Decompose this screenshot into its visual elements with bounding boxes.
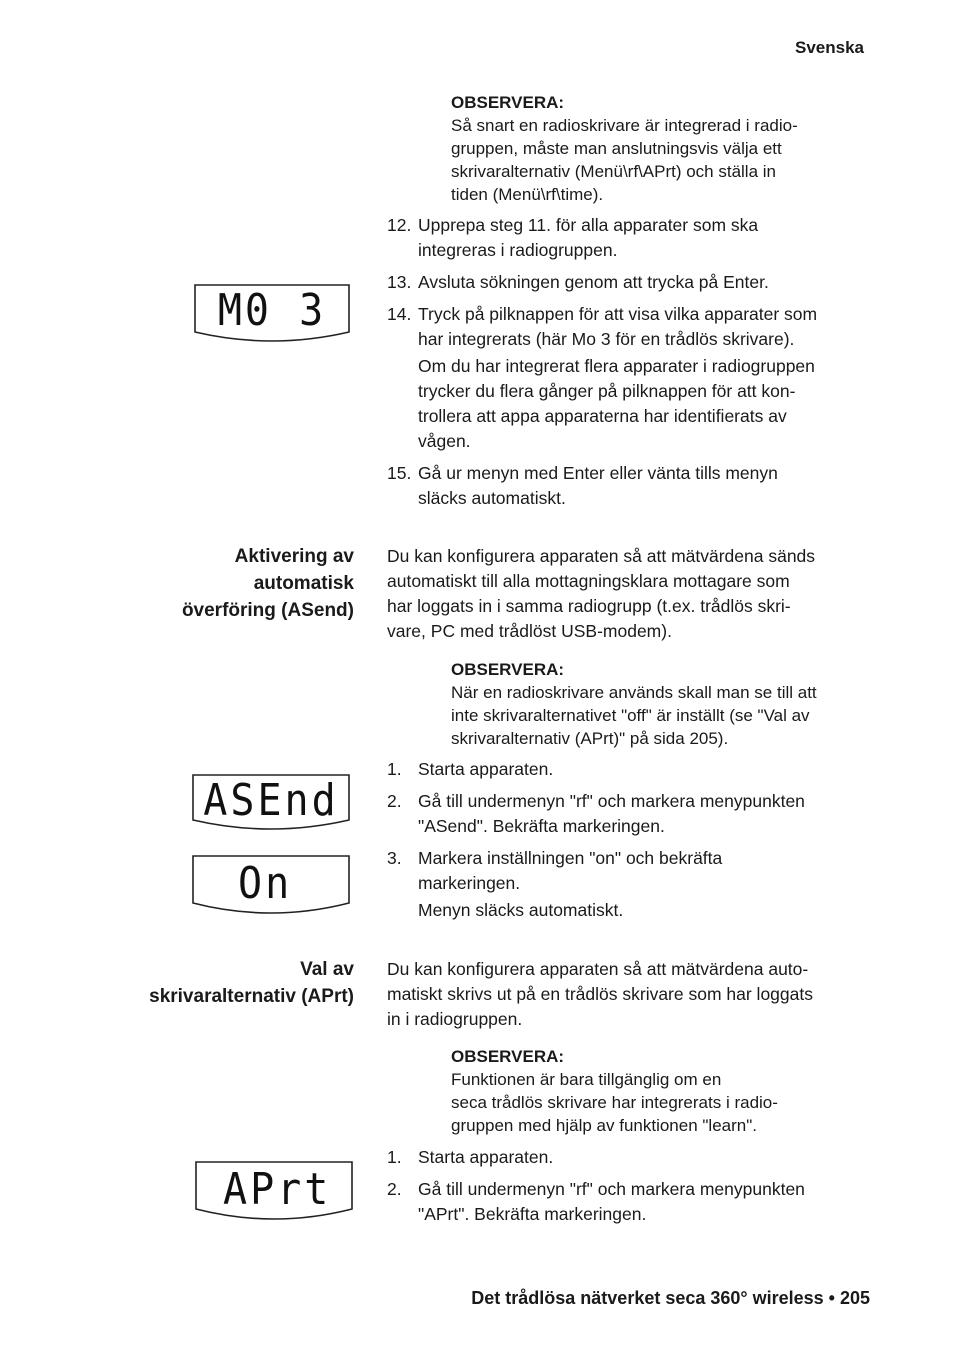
page-footer: Det trådlösa nätverket seca 360° wireless • 205 (471, 1288, 870, 1308)
note-line: Funktionen är bara tillgänglig om en (451, 1070, 722, 1089)
note-box (451, 91, 871, 206)
heading-line: skrivaralternativ (APrt) (149, 986, 354, 1007)
lcd-display-mo3 (192, 282, 352, 346)
step-subtext: trollera att appa apparaterna har identifierats av (418, 406, 787, 426)
heading-line: överföring (ASend) (181, 600, 354, 621)
step-subtext: trycker du flera gånger på pilknappen för att kon- (418, 381, 796, 401)
step-text: Markera inställningen "on" och bekräfta (418, 848, 723, 868)
para-line: automatiskt till alla mottagningsklara mottagare som (387, 571, 790, 591)
note-line: Så snart en radioskrivare är integrerad i radio- (451, 116, 798, 135)
note-line: inte skrivaralternativet "off" är inställt (se "Val av (451, 706, 810, 725)
lcd-display-on (190, 853, 352, 919)
para-line: in i radiogruppen. (387, 1009, 523, 1029)
step-text: släcks automatiskt. (418, 488, 566, 508)
step-text: har integrerats (här Mo 3 för en trådlös skrivare). (418, 329, 795, 349)
note-line: När en radioskrivare används skall man se till att (451, 683, 817, 702)
heading-line: automatisk (253, 573, 354, 594)
heading-line: Val av (300, 959, 354, 980)
step-2 (387, 789, 871, 839)
lcd-display-aprt (193, 1159, 355, 1225)
note-title: OBSERVERA: (451, 1047, 565, 1066)
step-text: Upprepa steg 11. för alla apparater som ska (418, 215, 759, 235)
step-3 (387, 846, 871, 923)
step-number: 2. (387, 1179, 402, 1199)
note-line: skrivaralternativ (Menü\rf\APrt) och ställa in (451, 162, 776, 181)
step-number: 3. (387, 848, 402, 868)
language-label: Svenska (795, 38, 864, 57)
para-line: matiskt skrivs ut på en trådlös skrivare som har loggats (387, 984, 813, 1004)
lcd-text: APrt (223, 1165, 332, 1215)
step-12 (387, 213, 871, 263)
step-text: "ASend". Bekräfta markeringen. (418, 816, 665, 836)
section-heading-aprt (60, 956, 354, 1010)
lcd-text: M0 3 (217, 286, 327, 336)
step-text: markeringen. (418, 873, 521, 893)
note-title: OBSERVERA: (451, 93, 565, 112)
para-line: Du kan konfigurera apparaten så att mätvärdena sänds (387, 546, 816, 566)
step-13 (387, 270, 871, 295)
para-line: Du kan konfigurera apparaten så att mätvärdena auto- (387, 959, 809, 979)
step-text: Gå ur menyn med Enter eller vänta tills menyn (418, 463, 778, 483)
lcd-text: On (238, 859, 293, 909)
step-subtext: Menyn släcks automatiskt. (418, 900, 624, 920)
section-heading-asend (60, 543, 354, 624)
step-2 (387, 1177, 871, 1227)
step-text: Starta apparaten. (418, 1147, 554, 1167)
step-number: 14. (387, 304, 412, 324)
step-text: Starta apparaten. (418, 759, 554, 779)
note-line: gruppen med hjälp av funktionen "learn". (451, 1116, 757, 1135)
heading-line: Aktivering av (234, 546, 354, 567)
note-box (451, 658, 871, 750)
step-number: 15. (387, 463, 412, 483)
step-text: Gå till undermenyn "rf" och markera menypunkten (418, 1179, 805, 1199)
note-line: skrivaralternativ (APrt)" på sida 205). (451, 729, 729, 748)
step-number: 12. (387, 215, 412, 235)
lcd-display-asend (190, 772, 352, 834)
step-1 (387, 1145, 871, 1170)
step-subtext: Om du har integrerat flera apparater i radiogruppen (418, 356, 815, 376)
step-subtext: vågen. (418, 431, 471, 451)
step-number: 2. (387, 791, 402, 811)
para-line: vare, PC med trådlöst USB-modem). (387, 621, 672, 641)
note-line: tiden (Menü\rf\time). (451, 185, 604, 204)
step-text: Tryck på pilknappen för att visa vilka apparater som (418, 304, 818, 324)
step-text: "APrt". Bekräfta markeringen. (418, 1204, 647, 1224)
intro-paragraph (387, 957, 871, 1032)
step-number: 13. (387, 272, 412, 292)
lcd-text: ASEnd (203, 776, 339, 826)
step-number: 1. (387, 1147, 402, 1167)
note-title: OBSERVERA: (451, 660, 565, 679)
note-line: gruppen, måste man anslutningsvis välja ett (451, 139, 782, 158)
step-text: Gå till undermenyn "rf" och markera menypunkten (418, 791, 805, 811)
step-14 (387, 302, 871, 454)
step-text: integreras i radiogruppen. (418, 240, 618, 260)
step-1 (387, 757, 871, 782)
intro-paragraph (387, 544, 871, 644)
note-line: seca trådlös skrivare har integrerats i radio- (451, 1093, 778, 1112)
step-number: 1. (387, 759, 402, 779)
step-text: Avsluta sökningen genom att trycka på Enter. (418, 272, 769, 292)
note-box (451, 1045, 871, 1137)
step-15 (387, 461, 871, 511)
para-line: har loggats in i samma radiogrupp (t.ex. trådlös skri- (387, 596, 791, 616)
